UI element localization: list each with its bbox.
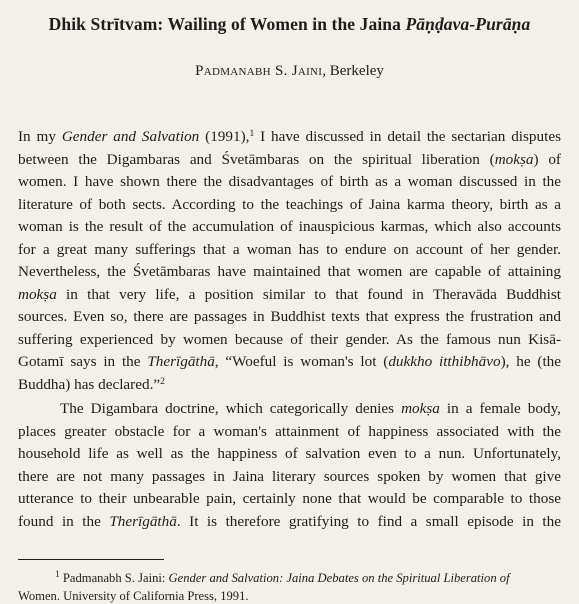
p1-line-3: women. I have shown there the disadvantages of birth as a woman discussed in the <box>18 173 561 190</box>
footnote-ref-1[interactable]: 1 <box>249 129 255 139</box>
p1-line-4: literature of both sects. According to the teachings of Jaina karma theory, birth as a <box>18 195 561 213</box>
p1-line-5: woman is the result of the accumulation of inauspicious karmas, which also accounts <box>18 218 561 235</box>
footnote-marker: 1 <box>55 570 60 580</box>
author-affiliation: Berkeley <box>329 63 384 79</box>
footnote-divider <box>18 559 164 560</box>
p2-line-4: there are not many passages in Jaina literary sources spoken by women that give <box>18 467 561 485</box>
p2-line-6: found in the Therīgāthā. It is therefore gratifying to find a small episode in the <box>18 512 561 530</box>
p1-line-1: In my Gender and Salvation (1991),$^1$ I have discussed in detail the sectarian disputes <box>18 128 561 145</box>
p2-line-3: household life as well as the happiness of salvation even to a nun. Unfortunately, <box>18 445 561 462</box>
p1-line-9: sources. Even so, there are passages in Buddhist texts that express the frustration and <box>18 308 561 325</box>
p1-line-12: Buddha) has declared.”$^2$ <box>18 375 165 393</box>
p2-line-2: places greater obstacle for a woman's attainment of happiness associated with the <box>18 422 561 440</box>
p2-line-1: The Digambara doctrine, which categorically denies mokṣa in a female body, <box>60 400 561 417</box>
p1-line-8: mokṣa in that very life, a position similar to that found in Theravāda Buddhist <box>18 285 561 303</box>
footnote-1: $^1$ Padmanabh S. Jaini: Gender and Salvation: Jaina Debates on the Spiritual Liberation of <box>55 570 510 585</box>
p1-line-11: Gotamī says in the Therīgāthā, “Woeful is woman's lot (dukkho itthibhāvo), he (the <box>18 353 561 370</box>
footnote-1-line-2: Women. University of California Press, 1991. <box>18 589 249 603</box>
title-main: Dhik Strītvam: Wailing of Women in the Jaina <box>48 14 406 34</box>
title-italic: Pāṇḍava-Purāṇa <box>405 14 531 34</box>
author-line <box>0 63 579 80</box>
p2-line-5: utterance to their unbearable pain, certainly none that would be comparable to those <box>18 490 561 507</box>
article-title <box>0 14 579 35</box>
p1-line-7: Nevertheless, the Śvetāmbaras have maintained that women are capable of attaining <box>18 263 561 280</box>
author-separator: , <box>322 63 330 79</box>
paragraph-1 <box>18 126 561 396</box>
p1-line-2: between the Digambaras and Śvetāmbaras on the spiritual liberation (mokṣa) of <box>18 150 561 168</box>
p1-line-10: suffering experienced by women because of their gender. As the famous nun Kisā- <box>18 330 561 348</box>
paragraph-2 <box>18 398 561 533</box>
footnote-ref-2[interactable]: 2 <box>160 376 165 387</box>
p1-line-6: for a great many sufferings that a woman has to endure on account of her gender. <box>18 240 561 258</box>
author-name: Padmanabh S. Jaini <box>195 63 323 79</box>
